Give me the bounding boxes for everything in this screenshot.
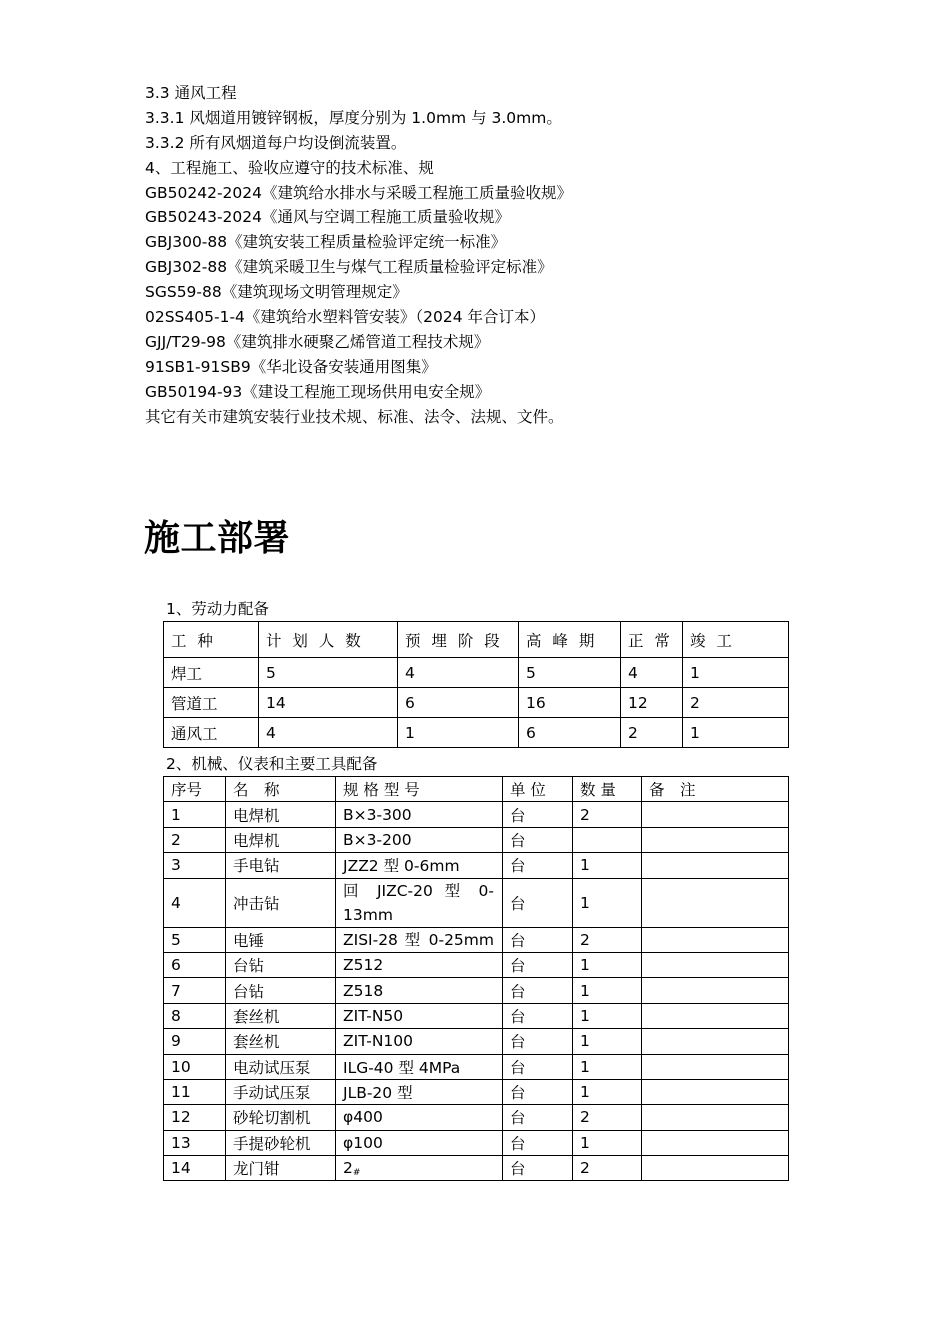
table-cell: 16: [519, 688, 621, 718]
table-cell: 台: [503, 853, 573, 878]
table-cell: 通风工: [164, 718, 259, 748]
table-cell: [336, 1156, 503, 1181]
table-row: [164, 1029, 789, 1054]
table-cell: [642, 1105, 789, 1130]
labor-caption: 1、劳动力配备: [166, 600, 269, 618]
table-cell: 1: [573, 1054, 642, 1079]
table-row: [164, 878, 789, 927]
table-cell: 8: [164, 1003, 226, 1028]
table-row: [164, 978, 789, 1003]
table-cell: 1: [573, 1003, 642, 1028]
table-cell: 7: [164, 978, 226, 1003]
table-row: [164, 853, 789, 878]
header-cell: 数 量: [573, 777, 642, 802]
table-cell: Z512: [336, 952, 503, 977]
header-cell: 正 常: [621, 622, 683, 658]
header-cell: 工 种: [164, 622, 259, 658]
table-row: [164, 718, 789, 748]
section-title: 施工部署: [144, 518, 291, 559]
labor-table: [163, 621, 789, 748]
text-line: GBJ302-88《建筑采暖卫生与煤气工程质量检验评定标准》: [145, 258, 553, 277]
table-cell: [642, 927, 789, 952]
text-line: GBJ300-88《建筑安装工程质量检验评定统一标准》: [145, 233, 507, 252]
table-cell: 6: [398, 688, 519, 718]
table-cell: 13: [164, 1130, 226, 1155]
header-cell: 规 格 型 号: [336, 777, 503, 802]
text-line: 3.3 通风工程: [145, 84, 237, 102]
table-row: [164, 802, 789, 827]
table-cell: 11: [164, 1079, 226, 1104]
spec-text: 2: [343, 1158, 353, 1177]
header-cell: 单 位: [503, 777, 573, 802]
table-cell: φ400: [336, 1105, 503, 1130]
table-cell: 回 JIZC-20 型 0-13mm: [336, 878, 503, 927]
table-cell: 台: [503, 802, 573, 827]
table-cell: 6: [164, 952, 226, 977]
table-cell: 5: [519, 658, 621, 688]
table-cell: 12: [621, 688, 683, 718]
table-row: [164, 1156, 789, 1181]
table-row: [164, 1079, 789, 1104]
table-cell: 1: [573, 878, 642, 927]
table-cell: 9: [164, 1029, 226, 1054]
table-row: [164, 927, 789, 952]
table-cell: 台: [503, 927, 573, 952]
tools-table: [163, 776, 789, 1181]
text-line: SGS59-88《建筑现场文明管理规定》: [145, 283, 408, 302]
table-cell: 2: [573, 1156, 642, 1181]
table-cell: 台: [503, 952, 573, 977]
table-row: [164, 1130, 789, 1155]
header-cell: 计 划 人 数: [259, 622, 398, 658]
table-cell: 4: [259, 718, 398, 748]
table-cell: 2: [683, 688, 789, 718]
table-cell: 台: [503, 1105, 573, 1130]
table-cell: 2: [164, 827, 226, 852]
text-line: 02SS405-1-4《建筑给水塑料管安装》（2024 年合订本）: [145, 308, 546, 327]
table-cell: 1: [573, 1079, 642, 1104]
table-cell: 台: [503, 978, 573, 1003]
tools-caption: 2、机械、仪表和主要工具配备: [166, 755, 378, 773]
table-cell: 4: [398, 658, 519, 688]
table-cell: 龙门钳: [226, 1156, 336, 1181]
table-cell: 6: [519, 718, 621, 748]
table-cell: 4: [164, 878, 226, 927]
text-line: 3.3.1 风烟道用镀锌钢板，厚度分别为 1.0mm 与 3.0mm。: [145, 108, 562, 127]
table-cell: 焊工: [164, 658, 259, 688]
table-cell: 1: [683, 658, 789, 688]
header-cell: 名 称: [226, 777, 336, 802]
text-line: 其它有关市建筑安装行业技术规、标准、法令、法规、文件。: [145, 407, 564, 426]
table-cell: 台: [503, 1079, 573, 1104]
table-row: [164, 952, 789, 977]
table-cell: 2: [573, 1105, 642, 1130]
table-cell: JLB-20 型: [336, 1079, 503, 1104]
table-cell: [642, 878, 789, 927]
table-cell: 1: [573, 1029, 642, 1054]
header-cell: 竣 工: [683, 622, 789, 658]
table-cell: 电锤: [226, 927, 336, 952]
table-cell: 套丝机: [226, 1003, 336, 1028]
text-line: GB50194-93《建设工程施工现场供用电安全规》: [145, 382, 491, 401]
table-cell: [642, 802, 789, 827]
table-row: [164, 658, 789, 688]
table-cell: 14: [259, 688, 398, 718]
table-cell: 台: [503, 827, 573, 852]
table-cell: 冲击钻: [226, 878, 336, 927]
table-cell: 手动试压泵: [226, 1079, 336, 1104]
table-row: [164, 688, 789, 718]
table-cell: B×3-300: [336, 802, 503, 827]
table-cell: 2: [621, 718, 683, 748]
table-cell: 2: [573, 927, 642, 952]
table-cell: 1: [573, 1130, 642, 1155]
table-cell: 台: [503, 878, 573, 927]
table-cell: 5: [259, 658, 398, 688]
table-cell: 1: [398, 718, 519, 748]
table-row: [164, 1054, 789, 1079]
table-cell: 2: [573, 802, 642, 827]
table-cell: [642, 1054, 789, 1079]
table-cell: 1: [683, 718, 789, 748]
table-row: [164, 1105, 789, 1130]
table-cell: [642, 853, 789, 878]
table-cell: 手电钻: [226, 853, 336, 878]
table-cell: ILG-40 型 4MPa: [336, 1054, 503, 1079]
table-cell: JZZ2 型 0-6mm: [336, 853, 503, 878]
table-cell: [642, 1079, 789, 1104]
table-cell: [642, 1156, 789, 1181]
text-line: 4、工程施工、验收应遵守的技术标准、规: [145, 158, 434, 177]
table-cell: 套丝机: [226, 1029, 336, 1054]
table-cell: [573, 827, 642, 852]
table-cell: [642, 1029, 789, 1054]
table-cell: 10: [164, 1054, 226, 1079]
table-cell: [642, 952, 789, 977]
header-cell: 备 注: [642, 777, 789, 802]
table-cell: Z518: [336, 978, 503, 1003]
text-line: GJJ/T29-98《建筑排水硬聚乙烯管道工程技术规》: [145, 332, 490, 351]
table-cell: [642, 978, 789, 1003]
table-cell: 手提砂轮机: [226, 1130, 336, 1155]
text-line: GB50243-2024《通风与空调工程施工质量验收规》: [145, 208, 510, 227]
table-cell: 台钻: [226, 952, 336, 977]
table-cell: 台钻: [226, 978, 336, 1003]
text-line: 91SB1-91SB9《华北设备安装通用图集》: [145, 357, 437, 376]
table-cell: 管道工: [164, 688, 259, 718]
table-cell: 台: [503, 1029, 573, 1054]
table-row: [164, 1003, 789, 1028]
text-line: 3.3.2 所有风烟道每户均设倒流装置。: [145, 133, 407, 152]
table-cell: 3: [164, 853, 226, 878]
table-cell: ZISI-28 型 0-25mm: [336, 927, 503, 952]
table-cell: 台: [503, 1130, 573, 1155]
table-cell: [642, 827, 789, 852]
standards-text-block: [145, 81, 865, 429]
table-cell: 12: [164, 1105, 226, 1130]
table-cell: φ100: [336, 1130, 503, 1155]
table-cell: 4: [621, 658, 683, 688]
table-cell: 砂轮切割机: [226, 1105, 336, 1130]
table-cell: ZIT-N100: [336, 1029, 503, 1054]
table-header-row: [164, 777, 789, 802]
table-header-row: [164, 622, 789, 658]
table-cell: [642, 1130, 789, 1155]
spec-suffix: #: [352, 1167, 361, 1178]
table-cell: 电焊机: [226, 827, 336, 852]
table-cell: 台: [503, 1054, 573, 1079]
table-cell: 1: [573, 978, 642, 1003]
table-cell: 14: [164, 1156, 226, 1181]
table-cell: 5: [164, 927, 226, 952]
table-cell: 电动试压泵: [226, 1054, 336, 1079]
table-cell: [642, 1003, 789, 1028]
header-cell: 预 埋 阶 段: [398, 622, 519, 658]
table-cell: B×3-200: [336, 827, 503, 852]
table-cell: 1: [573, 952, 642, 977]
table-cell: 台: [503, 1003, 573, 1028]
table-cell: 1: [573, 853, 642, 878]
table-cell: 1: [164, 802, 226, 827]
table-row: [164, 827, 789, 852]
table-cell: 台: [503, 1156, 573, 1181]
table-cell: 电焊机: [226, 802, 336, 827]
table-cell: ZIT-N50: [336, 1003, 503, 1028]
header-cell: 高 峰 期: [519, 622, 621, 658]
header-cell: 序号: [164, 777, 226, 802]
text-line: GB50242-2024《建筑给水排水与采暖工程施工质量验收规》: [145, 183, 572, 202]
